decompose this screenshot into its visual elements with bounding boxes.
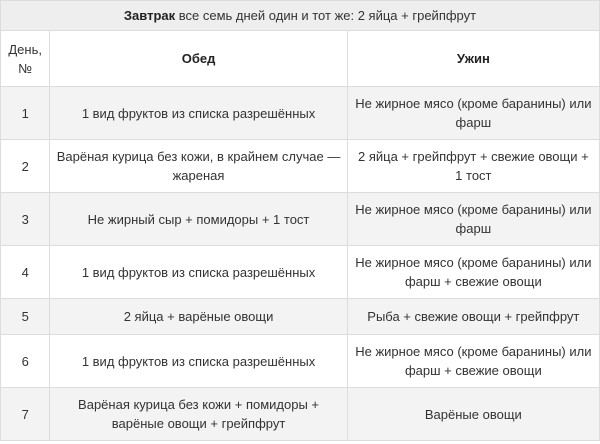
table-row <box>1 87 600 140</box>
table-caption <box>1 1 600 31</box>
lunch-cell: 1 вид фруктов из списка разрешённых <box>50 246 347 299</box>
lunch-cell: Варёная курица без кожи, в крайнем случае — жареная <box>50 140 347 193</box>
header-lunch: Обед <box>50 31 347 87</box>
dinner-cell: 2 яйца + грейпфрут + свежие овощи + 1 тост <box>347 140 599 193</box>
dinner-cell: Не жирное мясо (кроме баранины) или фарш <box>347 87 599 140</box>
table-row <box>1 193 600 246</box>
lunch-cell: Варёная курица без кожи + помидоры + варёные овощи + грейпфрут <box>50 388 347 441</box>
table-row <box>1 246 600 299</box>
day-number: 2 <box>1 140 50 193</box>
dinner-cell: Не жирное мясо (кроме баранины) или фарш + свежие овощи <box>347 335 599 388</box>
day-number: 4 <box>1 246 50 299</box>
header-day: День, № <box>1 31 50 87</box>
dinner-cell: Не жирное мясо (кроме баранины) или фарш <box>347 193 599 246</box>
dinner-cell: Варёные овощи <box>347 388 599 441</box>
table-row <box>1 140 600 193</box>
day-number: 7 <box>1 388 50 441</box>
day-number: 1 <box>1 87 50 140</box>
table-header-row <box>1 31 600 87</box>
dinner-cell: Не жирное мясо (кроме баранины) или фарш + свежие овощи <box>347 246 599 299</box>
day-number: 5 <box>1 299 50 335</box>
caption-breakfast-label: Завтрак <box>123 8 176 23</box>
day-number: 6 <box>1 335 50 388</box>
lunch-cell: 1 вид фруктов из списка разрешённых <box>50 335 347 388</box>
lunch-cell: 1 вид фруктов из списка разрешённых <box>50 87 347 140</box>
caption-breakfast-text: все семь дней один и тот же: 2 яйца + грейпфрут <box>175 8 477 23</box>
table-row <box>1 299 600 335</box>
lunch-cell: Не жирный сыр + помидоры + 1 тост <box>50 193 347 246</box>
header-dinner: Ужин <box>347 31 599 87</box>
table-row <box>1 388 600 441</box>
lunch-cell: 2 яйца + варёные овощи <box>50 299 347 335</box>
table-row <box>1 335 600 388</box>
table-caption-row <box>1 1 600 31</box>
day-number: 3 <box>1 193 50 246</box>
dinner-cell: Рыба + свежие овощи + грейпфрут <box>347 299 599 335</box>
